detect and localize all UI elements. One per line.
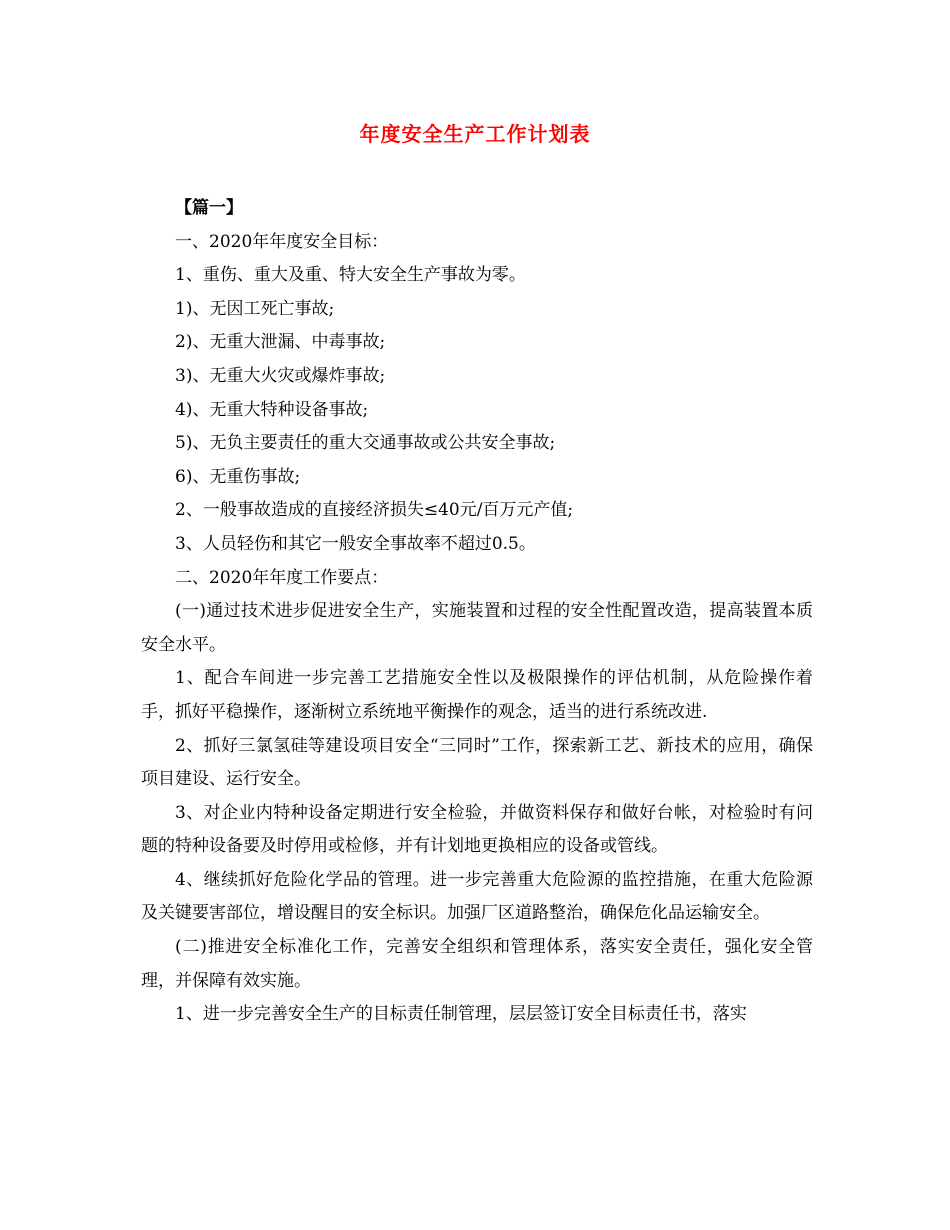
paragraph: 3、人员轻伤和其它一般安全事故率不超过0.5。 (175, 533, 536, 554)
paragraph: 1、重伤、重大及重、特大安全生产事故为零。 (175, 265, 526, 286)
paragraph: (二)推进安全标准化工作，完善安全组织和管理体系，落实安全责任，强化安全管理，并保障有效实施。 (141, 937, 813, 991)
paragraph: 5)、无负主要责任的重大交通事故或公共安全事故; (175, 433, 556, 454)
paragraph: 1、进一步完善安全生产的目标责任制管理，层层签订安全目标责任书，落实 (175, 1004, 747, 1025)
document-body (141, 192, 813, 1032)
paragraph: 4)、无重大特种设备事故; (175, 399, 369, 420)
paragraph: (一)通过技术进步促进安全生产，实施装置和过程的安全性配置改造，提高装置本质安全水平。 (141, 601, 813, 655)
paragraph: 4、继续抓好危险化学品的管理。进一步完善重大危险源的监控措施，在重大危险源及关键要害部位，增设醒目的安全标识。加强厂区道路整治，确保危化品运输安全。 (141, 869, 813, 924)
paragraph: 2、抓好三氯氢硅等建设项目安全“三同时”工作，探索新工艺、新技术的应用，确保项目建设、运行安全。 (141, 735, 813, 790)
paragraph: 3)、无重大火灾或爆炸事故; (175, 365, 386, 386)
paragraph: 1、配合车间进一步完善工艺措施安全性以及极限操作的评估机制，从危险操作着手，抓好平稳操作，逐渐树立系统地平衡操作的观念，适当的进行系统改进. (141, 668, 813, 722)
paragraph: 2、一般事故造成的直接经济损失≤40元/百万元产值; (175, 500, 574, 521)
paragraph: 6)、无重伤事故; (175, 466, 301, 487)
paragraph: 二、2020年年度工作要点： (175, 567, 389, 588)
paragraph: 2)、无重大泄漏、中毒事故; (175, 332, 386, 353)
document-title: 年度安全生产工作计划表 (359, 122, 591, 146)
section-marker: 【篇一】 (175, 198, 243, 218)
paragraph: 3、对企业内特种设备定期进行安全检验，并做资料保存和做好台帐，对检验时有问题的特种设备要及时停用或检修，并有计划地更换相应的设备或管线。 (141, 802, 813, 857)
paragraph: 一、2020年年度安全目标： (175, 231, 389, 252)
paragraph: 1)、无因工死亡事故; (175, 298, 335, 319)
